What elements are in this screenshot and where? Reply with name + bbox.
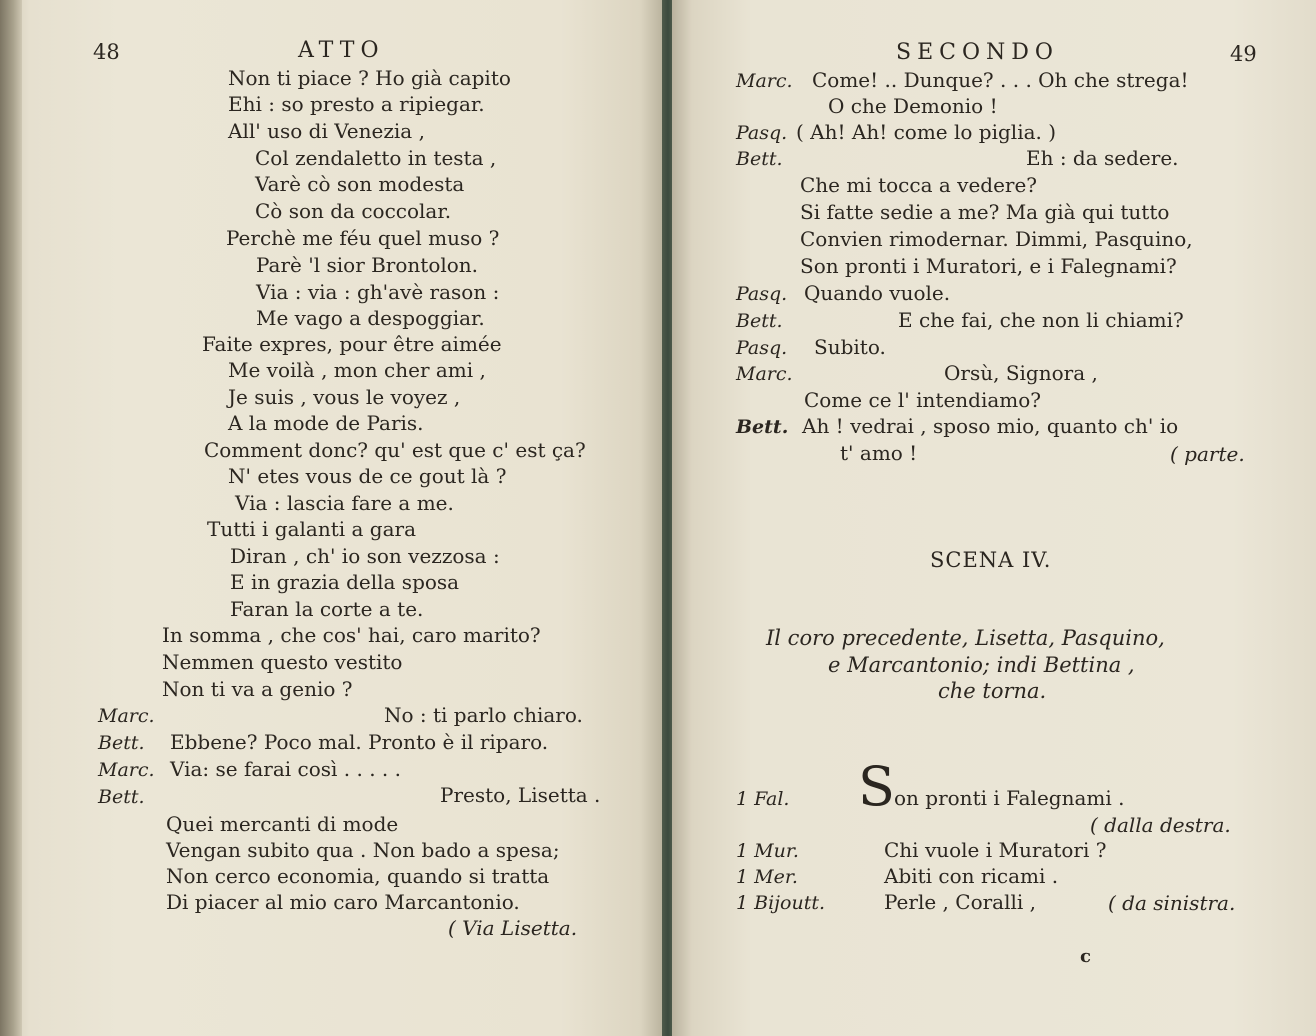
dialogue-text: ( Ah! Ah! come lo piglia. ) (796, 120, 1057, 144)
dialogue-text: Chi vuole i Muratori ? (884, 838, 1107, 862)
dialogue-text: Quando vuole. (804, 281, 951, 305)
speaker-label: 1 Mur. (736, 840, 799, 862)
verse-line: Faran la corte a te. (230, 597, 424, 621)
verse-line: Varè cò son modesta (255, 172, 465, 196)
verse-line: Diran , ch' io son vezzosa : (230, 544, 500, 568)
dialogue-text: Abiti con ricami . (884, 864, 1059, 888)
scene-title: SCENA IV. (930, 548, 1052, 572)
verse-line: Non cerco economia, quando si tratta (166, 864, 550, 888)
running-header-left: ATTO (298, 38, 385, 63)
dialogue-text: E che fai, che non li chiami? (898, 308, 1184, 332)
dialogue-text: No : ti parlo chiaro. (384, 703, 583, 727)
page-number-left: 48 (93, 40, 120, 64)
verse-line: In somma , che cos' hai, caro marito? (162, 623, 541, 647)
speaker-label: 1 Bijoutt. (736, 892, 826, 914)
drop-cap: S (858, 755, 895, 818)
scene-description: che torna. (938, 679, 1047, 703)
speaker-label: Pasq. (736, 283, 788, 305)
verse-line: Vengan subito qua . Non bado a spesa; (166, 838, 560, 862)
dialogue-text: Come! .. Dunque? . . . Oh che strega! (812, 68, 1189, 92)
speaker-label: Bett. (736, 416, 789, 438)
speaker-label: Bett. (736, 148, 783, 170)
dialogue-text: t' amo ! (840, 441, 918, 465)
speaker-label: Marc. (736, 363, 793, 385)
verse-line: Comment donc? qu' est que c' est ça? (204, 438, 586, 462)
speaker-label: Marc. (736, 70, 793, 92)
speaker-label: Bett. (98, 786, 145, 808)
right-page (672, 0, 1316, 1036)
speaker-label: 1 Mer. (736, 866, 798, 888)
verse-line: Di piacer al mio caro Marcantonio. (166, 890, 520, 914)
dialogue-text: O che Demonio ! (828, 94, 998, 118)
stage-direction: ( dalla destra. (1090, 813, 1231, 837)
dialogue-text: Perle , Coralli , (884, 890, 1036, 914)
verse-line: Me voilà , mon cher ami , (228, 358, 486, 382)
verse-line: E in grazia della sposa (230, 570, 460, 594)
speaker-label: 1 Fal. (736, 788, 790, 810)
scene-description: Il coro precedente, Lisetta, Pasquino, (766, 626, 1165, 650)
verse-line: Tutti i galanti a gara (207, 517, 417, 541)
verse-line: N' etes vous de ce gout là ? (228, 464, 507, 488)
dialogue-text: Convien rimodernar. Dimmi, Pasquino, (800, 227, 1193, 251)
verse-line: A la mode de Paris. (228, 411, 424, 435)
dialogue-text: Come ce l' intendiamo? (804, 388, 1042, 412)
speaker-label: Pasq. (736, 122, 788, 144)
verse-line: Cò son da coccolar. (255, 199, 452, 223)
speaker-label: Pasq. (736, 337, 788, 359)
speaker-label: Bett. (736, 310, 783, 332)
page-number-right: 49 (1230, 42, 1257, 66)
dialogue-text: on pronti i Falegnami . (894, 786, 1125, 810)
running-header-right: SECONDO (896, 40, 1059, 65)
verse-line: Parè 'l sior Brontolon. (256, 253, 479, 277)
dialogue-text: Ebbene? Poco mal. Pronto è il riparo. (170, 730, 549, 754)
dialogue-text: Subito. (814, 335, 886, 359)
dialogue-text: Orsù, Signora , (944, 361, 1098, 385)
verse-line: Je suis , vous le voyez , (228, 385, 461, 409)
verse-line: Perchè me féu quel muso ? (226, 226, 500, 250)
dialogue-text: Che mi tocca a vedere? (800, 173, 1038, 197)
verse-line: Via : via : gh'avè rason : (256, 280, 500, 304)
dialogue-text: Si fatte sedie a me? Ma già qui tutto (800, 200, 1170, 224)
verse-line: All' uso di Venezia , (228, 119, 425, 143)
dialogue-text: Son pronti i Muratori, e i Falegnami? (800, 254, 1177, 278)
verse-line: Me vago a despoggiar. (256, 306, 485, 330)
verse-line: Quei mercanti di mode (166, 812, 399, 836)
verse-line: Non ti va a genio ? (162, 677, 353, 701)
speaker-label: Bett. (98, 732, 145, 754)
speaker-label: Marc. (98, 759, 155, 781)
dialogue-text: Presto, Lisetta . (440, 783, 601, 807)
verse-line: Non ti piace ? Ho già capito (228, 66, 511, 90)
verse-line: Nemmen questo vestito (162, 650, 403, 674)
stage-direction: ( parte. (1170, 442, 1245, 466)
dialogue-text: Eh : da sedere. (1026, 146, 1179, 170)
page-edge (0, 0, 22, 1036)
dialogue-text: Ah ! vedrai , sposo mio, quanto ch' io (802, 414, 1179, 438)
verse-line: Via : lascia fare a me. (235, 491, 454, 515)
stage-direction: ( da sinistra. (1108, 891, 1236, 915)
verse-line: Ehi : so presto a ripiegar. (228, 92, 485, 116)
dialogue-text: Via: se farai così . . . . . (170, 757, 402, 781)
scene-description: e Marcantonio; indi Bettina , (828, 653, 1135, 677)
verse-line: Col zendaletto in testa , (255, 146, 497, 170)
signature-mark: c (1080, 946, 1091, 967)
verse-line: Faite expres, pour être aimée (202, 332, 502, 356)
stage-direction: ( Via Lisetta. (448, 916, 578, 940)
speaker-label: Marc. (98, 705, 155, 727)
